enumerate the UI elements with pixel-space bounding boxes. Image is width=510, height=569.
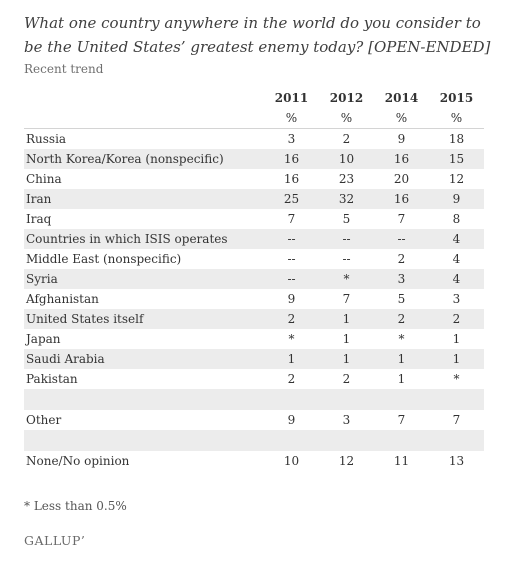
value-cell: -- — [374, 229, 429, 249]
value-cell: 4 — [429, 229, 484, 249]
gallup-logo: GALLUP’ — [24, 533, 86, 548]
row-label: Other — [26, 413, 62, 427]
value-cell: 7 — [452, 413, 461, 427]
value-cell: -- — [319, 229, 374, 249]
value-cell: 1 — [429, 349, 484, 369]
value-cell: 5 — [342, 212, 351, 226]
value-cell: 12 — [448, 172, 465, 186]
value-cell — [374, 389, 429, 410]
table-row — [24, 410, 484, 430]
table-row — [24, 149, 484, 169]
table-row — [24, 369, 484, 389]
value-cell — [319, 389, 374, 410]
year-header: 2011 — [274, 90, 309, 105]
value-cell: -- — [264, 229, 319, 249]
row-label: Countries in which ISIS operates — [24, 229, 264, 249]
value-cell — [429, 430, 484, 451]
value-cell: 1 — [452, 332, 461, 346]
value-cell: 5 — [397, 292, 406, 306]
row-label: Syria — [24, 269, 264, 289]
value-cell: 16 — [264, 149, 319, 169]
row-label: Saudi Arabia — [24, 349, 264, 369]
value-cell: 7 — [397, 212, 406, 226]
value-cell — [264, 430, 319, 451]
value-cell: 2 — [287, 372, 296, 386]
value-cell — [374, 430, 429, 451]
value-cell: * — [398, 332, 405, 346]
value-cell: 13 — [448, 454, 465, 468]
footnote: * Less than 0.5% — [24, 499, 127, 513]
value-cell: 7 — [342, 292, 351, 306]
value-cell: 2 — [264, 309, 319, 329]
value-cell: -- — [287, 252, 296, 266]
value-cell: 1 — [319, 349, 374, 369]
value-cell: 16 — [283, 172, 300, 186]
value-cell: % — [374, 108, 429, 129]
row-label: China — [26, 172, 62, 186]
row-label: Middle East (nonspecific) — [26, 252, 182, 266]
value-cell: 4 — [452, 252, 461, 266]
table-row — [24, 229, 484, 249]
value-cell: -- — [342, 252, 351, 266]
value-cell: 9 — [429, 189, 484, 209]
row-label — [24, 430, 264, 451]
value-cell: 23 — [338, 172, 355, 186]
table-row — [24, 269, 484, 289]
value-cell: 9 — [287, 413, 296, 427]
results-table — [24, 87, 484, 471]
row-label — [24, 389, 264, 410]
value-cell — [319, 430, 374, 451]
value-cell — [264, 389, 319, 410]
value-cell: % — [319, 108, 374, 129]
value-cell: 16 — [374, 189, 429, 209]
year-header-row — [24, 87, 484, 108]
row-label: Pakistan — [26, 372, 78, 386]
value-cell: 20 — [393, 172, 410, 186]
row-label: Japan — [26, 332, 61, 346]
value-cell: 15 — [429, 149, 484, 169]
table-row — [24, 209, 484, 229]
value-cell — [429, 389, 484, 410]
row-label: Russia — [26, 132, 67, 146]
value-cell: 32 — [319, 189, 374, 209]
value-cell: 1 — [342, 332, 351, 346]
table-row — [24, 189, 484, 209]
value-cell: 10 — [283, 454, 300, 468]
value-cell: 16 — [374, 149, 429, 169]
value-cell: 18 — [448, 132, 465, 146]
value-cell: 2 — [374, 309, 429, 329]
table-row — [24, 329, 484, 349]
value-cell: 11 — [393, 454, 410, 468]
subtitle: Recent trend — [24, 62, 104, 76]
row-label: None/No opinion — [26, 454, 130, 468]
value-cell: % — [429, 108, 484, 129]
table-row — [24, 309, 484, 329]
year-header: 2014 — [384, 90, 419, 105]
row-label — [24, 108, 264, 129]
value-cell: 7 — [287, 212, 296, 226]
value-cell: 1 — [374, 349, 429, 369]
value-cell: 1 — [319, 309, 374, 329]
table-row — [24, 169, 484, 189]
percent-row — [24, 108, 484, 129]
value-cell: * — [319, 269, 374, 289]
spacer-row — [24, 389, 484, 410]
header-label-cell — [24, 87, 264, 108]
spacer-row — [24, 430, 484, 451]
value-cell: 3 — [452, 292, 461, 306]
value-cell: 2 — [397, 252, 406, 266]
row-label: Iran — [24, 189, 264, 209]
value-cell: 9 — [397, 132, 406, 146]
page-title: What one country anywhere in the world do you consider to be the United States’ greatest enemy today? [OPEN-ENDED] — [24, 14, 491, 56]
row-label: North Korea/Korea (nonspecific) — [24, 149, 264, 169]
value-cell: 2 — [429, 309, 484, 329]
table-row — [24, 289, 484, 309]
table-row — [24, 451, 484, 471]
table-row — [24, 349, 484, 369]
value-cell: 2 — [342, 372, 351, 386]
value-cell: 1 — [397, 372, 406, 386]
value-cell: 4 — [429, 269, 484, 289]
value-cell: 9 — [287, 292, 296, 306]
value-cell: 3 — [342, 413, 351, 427]
value-cell: 1 — [264, 349, 319, 369]
value-cell: 10 — [319, 149, 374, 169]
value-cell: 8 — [452, 212, 461, 226]
row-label: United States itself — [24, 309, 264, 329]
value-cell: * — [453, 372, 460, 386]
value-cell: % — [264, 108, 319, 129]
year-header: 2012 — [329, 90, 364, 105]
value-cell: * — [288, 332, 295, 346]
table-row — [24, 129, 484, 150]
value-cell: 2 — [342, 132, 351, 146]
row-label: Afghanistan — [26, 292, 99, 306]
year-header: 2015 — [439, 90, 474, 105]
value-cell: 12 — [338, 454, 355, 468]
value-cell: 7 — [397, 413, 406, 427]
value-cell: -- — [264, 269, 319, 289]
value-cell: 3 — [374, 269, 429, 289]
row-label: Iraq — [26, 212, 52, 226]
value-cell: 25 — [264, 189, 319, 209]
value-cell: 3 — [287, 132, 296, 146]
table-row — [24, 249, 484, 269]
